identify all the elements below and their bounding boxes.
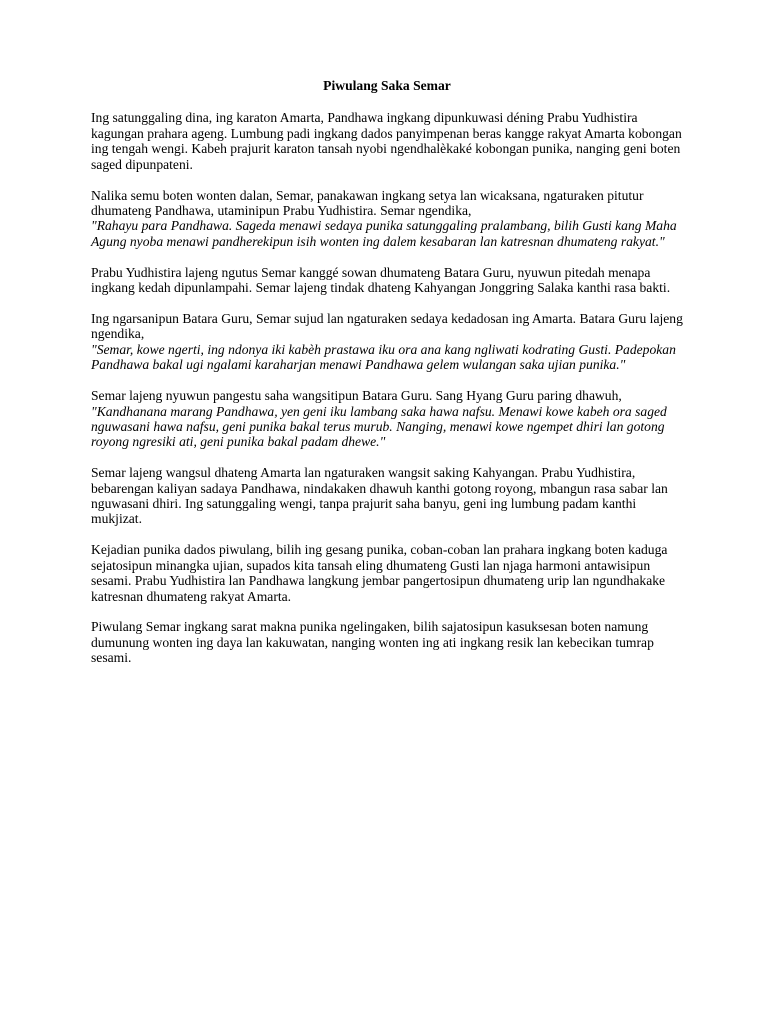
paragraph-text: Semar lajeng nyuwun pangestu saha wangsitipun Batara Guru. Sang Hyang Guru paring dhawuh,: [91, 388, 622, 404]
document-page: [91, 78, 683, 681]
paragraph-6: [91, 465, 683, 527]
document-title: Piwulang Saka Semar: [323, 78, 451, 93]
paragraph-2: [91, 188, 683, 250]
paragraph-text: Semar lajeng wangsul dhateng Amarta lan ngaturaken wangsit saking Kahyangan. Prabu Yudhistira, bebarengan kaliyan sadaya Pandhawa, nindakaken dhawuh kanthi gotong royong, mbangun rasa sabar lan nguwasani dhiri. Ing satunggaling wengi, tanpa prajurit saha banyu, geni ing lumbung padam kanthi mukjizat.: [91, 465, 668, 527]
paragraph-text: Kejadian punika dados piwulang, bilih ing gesang punika, coban-coban lan prahara ingkang boten kaduga sejatosipun minangka ujian, supados kita tansah eling dhumateng Gusti lan njaga harmoni antawisipun sesami. Prabu Yudhistira lan Pandhawa langkung jembar pangertosipun dhumateng urip lan ngundhakake katresnan dhumateng rakyat Amarta.: [91, 542, 668, 604]
paragraph-text: Prabu Yudhistira lajeng ngutus Semar kanggé sowan dhumateng Batara Guru, nyuwun pitedah menapa ingkang kedah dipunlampahi. Semar lajeng tindak dhateng Kahyangan Jonggring Salaka kanthi rasa bakti.: [91, 264, 671, 296]
paragraph-8: [91, 619, 683, 665]
paragraph-5: [91, 388, 683, 450]
semar-quote: "Rahayu para Pandhawa. Sageda menawi sedaya punika satunggaling pralambang, bilih Gusti kang Maha Agung nyoba menawi pandherekipun isih wonten ing dalem kesabaran lan katresnan dhumateng rakyat.": [91, 218, 677, 249]
paragraph-7: [91, 542, 683, 604]
paragraph-4: [91, 311, 683, 373]
paragraph-text: Ing ngarsanipun Batara Guru, Semar sujud lan ngaturaken sedaya kedadosan ing Amarta. Batara Guru lajeng ngendika,: [91, 310, 683, 342]
paragraph-1: [91, 110, 683, 172]
paragraph-text: Piwulang Semar ingkang sarat makna punika ngelingaken, bilih sajatosipun kasuksesan boten namung dumunung wonten ing daya lan kakuwatan, nanging wonten ing ati ingkang resik lan kebecikan tumrap sesami.: [91, 619, 654, 666]
hyang-guru-quote: "Kandhanana marang Pandhawa, yen geni iku lambang saka hawa nafsu. Menawi kowe kabeh ora saged nguwasani hawa nafsu, geni punika bakal terus murub. Nanging, menawi kowe ngempet dhiri lan gotong royong ngresiki ati, geni punika bakal padam dhewe.": [91, 403, 667, 450]
paragraph-text: Nalika semu boten wonten dalan, Semar, panakawan ingkang setya lan wicaksana, ngaturaken pitutur dhumateng Pandhawa, utaminipun Prabu Yudhistira. Semar ngendika,: [91, 187, 644, 218]
paragraph-text: Ing satunggaling dina, ing karaton Amarta, Pandhawa ingkang dipunkuwasi déning Prabu Yudhistira kagungan prahara ageng. Lumbung padi ingkang dados panyimpenan beras kangge rakyat Amarta kobongan ing tengah wengi. Kabeh prajurit karaton tansah nyobi ngendhalèkaké kobongan punika, nanging geni boten saged dipunpateni.: [91, 110, 682, 172]
batara-guru-quote: "Semar, kowe ngerti, ing ndonya iki kabèh prastawa iku ora ana kang ngliwati kodrating Gusti. Padepokan Pandhawa bakal ugi ngalami karaharjan menawi Pandhawa gelem wulangan saka ujian punika.": [91, 341, 676, 373]
paragraph-3: [91, 265, 683, 296]
